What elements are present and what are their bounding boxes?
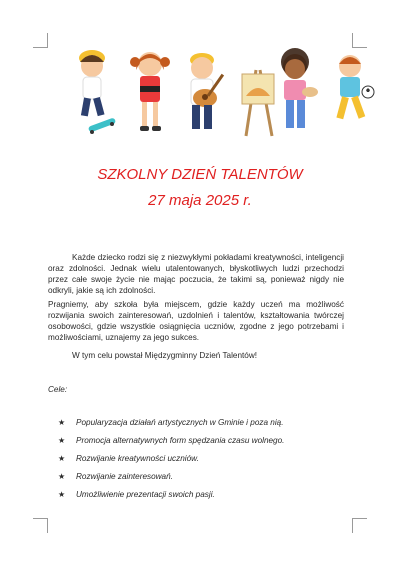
crop-mark-bottom-left (33, 518, 48, 533)
goal-text: Rozwijanie kreatywności uczniów. (76, 454, 199, 463)
star-icon: ★ (58, 454, 66, 463)
list-item (58, 472, 173, 483)
list-item (58, 436, 284, 447)
star-icon: ★ (58, 472, 66, 481)
crop-mark-bottom-right (352, 518, 367, 533)
goals-heading: Cele: (48, 385, 68, 394)
list-item (58, 454, 199, 465)
crop-mark-top-left (33, 33, 48, 48)
goal-text: Rozwijanie zainteresowań. (76, 472, 173, 481)
star-icon: ★ (58, 490, 66, 499)
children-talents-illustration (70, 40, 380, 146)
goal-text: Promocja alternatywnych form spędzania czasu wolnego. (76, 436, 285, 445)
girl-kid-illustration (130, 52, 170, 131)
skateboarder-kid-illustration (79, 50, 116, 134)
guitarist-kid-illustration (190, 53, 224, 129)
goal-text: Popularyzacja działań artystycznych w Gminie i poza nią. (76, 418, 284, 427)
document-title: SZKOLNY DZIEŃ TALENTÓW (97, 166, 303, 183)
football-kid-illustration (336, 55, 374, 119)
list-item (58, 490, 215, 501)
star-icon: ★ (58, 436, 66, 445)
list-item (58, 418, 284, 429)
event-date: 27 maja 2025 r. (148, 192, 252, 209)
painter-kid-illustration (281, 48, 318, 128)
star-icon: ★ (58, 418, 66, 427)
intro-paragraph: Każde dziecko rodzi się z niezwykłymi pokładami kreatywności, inteligencji oraz zdolności. Jednak wielu utalentowanych, błyskotliwych ludzi przechodzi przez całe swoje życie nie mając poczucia, że takimi są, ponieważ nigdy nie odkryli, jakie są ich zdolności. (48, 253, 344, 295)
announcement-paragraph: W tym celu powstał Międzygminny Dzień Talentów! (72, 351, 258, 360)
easel-illustration (242, 70, 274, 136)
goal-text: Umożliwienie prezentacji swoich pasji. (76, 490, 215, 499)
mission-paragraph: Pragniemy, aby szkoła była miejscem, gdzie każdy uczeń ma możliwość rozwijania swoich zainteresowań, uzdolnień i talentów, kształtowania twórczej osobowości, gdzie wszystkie osiągnięcia uczniów, zgodne z jego potrzebami i możliwościami, uznajemy za jego sukces. (48, 300, 344, 342)
